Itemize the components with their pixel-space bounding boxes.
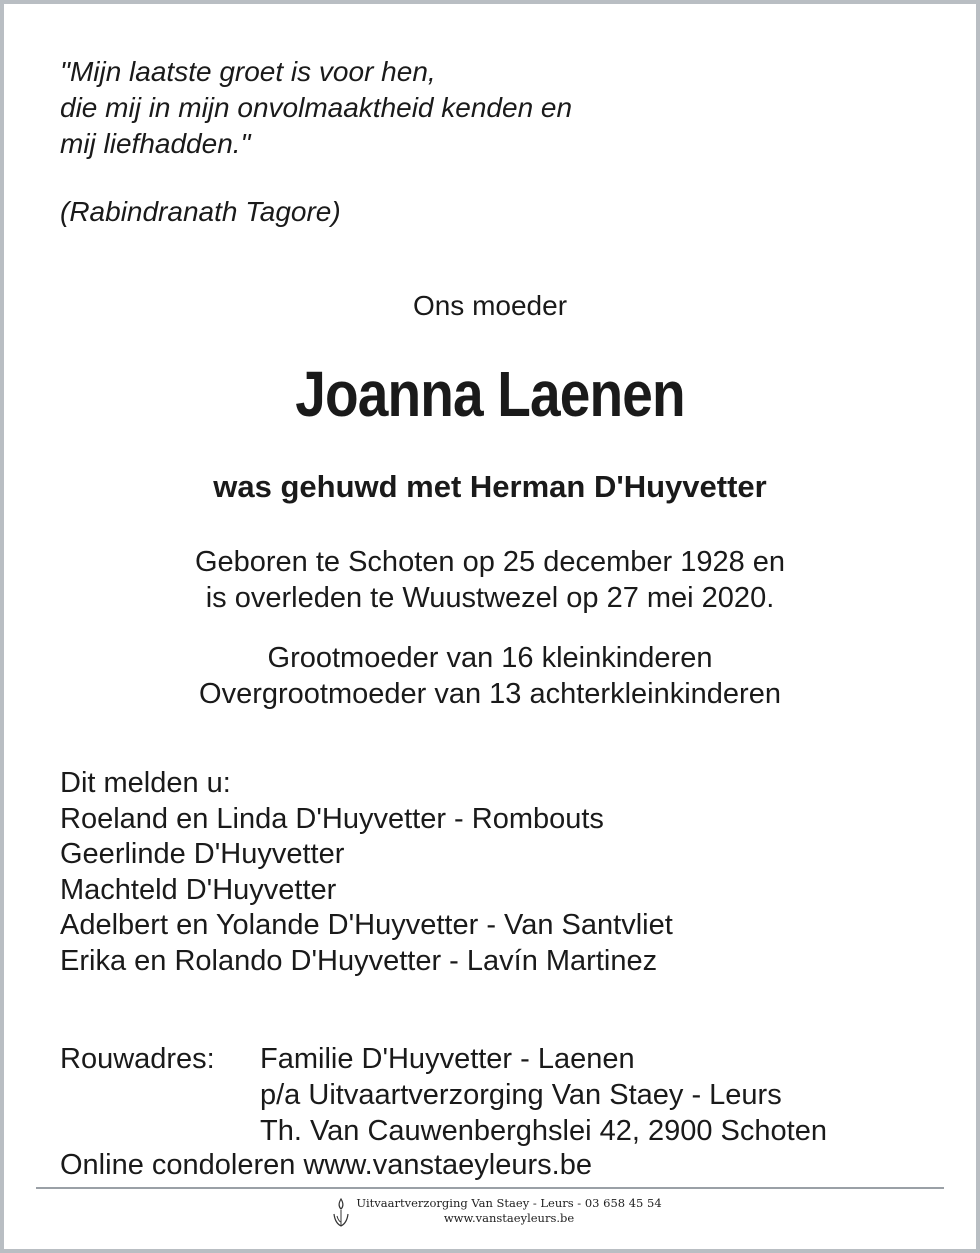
announcer-name: Geerlinde D'Huyvetter	[60, 838, 345, 870]
funeral-home-footer	[330, 1196, 670, 1236]
quote-line: "Mijn laatste groet is voor hen,	[60, 56, 436, 87]
date-line: is overleden te Wuustwezel op 27 mei 2020.	[205, 582, 775, 614]
footer-website: www.vanstaeyleurs.be	[443, 1211, 575, 1225]
quote-author: (Rabindranath Tagore)	[60, 196, 341, 227]
quote	[60, 54, 572, 162]
spouse-text: was gehuwd met Herman D'Huyvetter	[213, 469, 767, 504]
online-condolence: Online condoleren www.vanstaeyleurs.be	[60, 1149, 592, 1181]
announcer-name: Roeland en Linda D'Huyvetter - Rombouts	[60, 802, 604, 835]
quote-line: mij liefhadden."	[60, 128, 251, 159]
footer-divider	[36, 1187, 944, 1189]
address-line: Familie D'Huyvetter - Laenen	[260, 1043, 635, 1075]
address-label: Rouwadres:	[60, 1043, 215, 1075]
announcers-list	[60, 766, 673, 979]
family-line: Grootmoeder van 16 kleinkinderen	[267, 642, 713, 674]
announcers-heading: Dit melden u:	[60, 767, 231, 799]
address-lines	[260, 1041, 827, 1149]
address-line: p/a Uitvaartverzorging Van Staey - Leurs	[260, 1079, 782, 1111]
birth-death-dates	[0, 544, 980, 616]
announcer-name: Erika en Rolando D'Huyvetter - Lavín Martinez	[60, 944, 658, 977]
address-line: Th. Van Cauwenberghslei 42, 2900 Schoten	[260, 1115, 827, 1147]
date-line: Geboren te Schoten op 25 december 1928 en	[194, 546, 786, 578]
intro-text: Ons moeder	[412, 290, 568, 321]
announcer-name: Machteld D'Huyvetter	[60, 873, 337, 906]
quote-line: die mij in mijn onvolmaaktheid kenden en	[60, 92, 573, 123]
flame-hand-logo-icon	[330, 1196, 352, 1230]
footer-text	[354, 1196, 664, 1226]
family-line: Overgrootmoeder van 13 achterkleinkinderen	[199, 678, 781, 710]
announcer-name: Adelbert en Yolande D'Huyvetter - Van Santvliet	[60, 909, 673, 941]
deceased-name: Joanna Laenen	[295, 358, 685, 430]
grandchildren-info	[0, 640, 980, 712]
footer-contact: Uitvaartverzorging Van Staey - Leurs - 03 658 45 54	[356, 1196, 662, 1210]
